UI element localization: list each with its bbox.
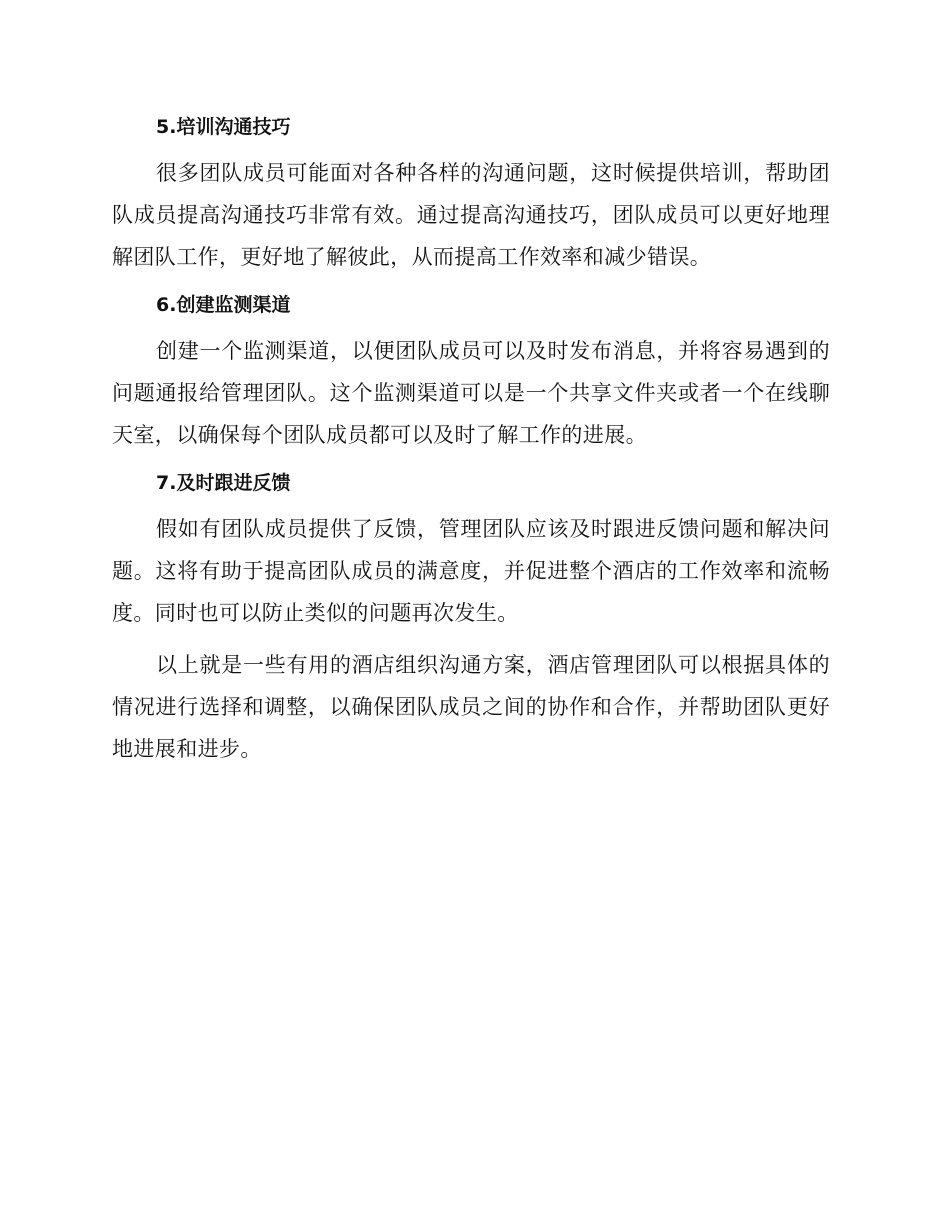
- section-training: [112, 110, 830, 278]
- section-heading: 5.培训沟通技巧: [156, 116, 291, 138]
- document-body: [112, 110, 830, 780]
- section-paragraph: 创建一个监测渠道，以便团队成员可以及时发布消息，并将容易遇到的问题通报给管理团队。这个监测渠道可以是一个共享文件夹或者一个在线聊天室，以确保每个团队成员都可以及时了解工作的进展。: [112, 339, 830, 447]
- section-paragraph: 很多团队成员可能面对各种各样的沟通问题，这时候提供培训，帮助团队成员提高沟通技巧非常有效。通过提高沟通技巧，团队成员可以更好地理解团队工作，更好地了解彼此，从而提高工作效率和减少错误。: [112, 161, 830, 269]
- section-heading: 7.及时跟进反馈: [156, 472, 291, 494]
- section-heading: 6.创建监测渠道: [156, 294, 291, 316]
- conclusion-paragraph: 以上就是一些有用的酒店组织沟通方案，酒店管理团队可以根据具体的情况进行选择和调整，以确保团队成员之间的协作和合作，并帮助团队更好地进展和进步。: [112, 653, 830, 761]
- section-conclusion: [112, 644, 830, 770]
- section-paragraph: 假如有团队成员提供了反馈，管理团队应该及时跟进反馈问题和解决问题。这将有助于提高团队成员的满意度，并促进整个酒店的工作效率和流畅度。同时也可以防止类似的问题再次发生。: [112, 517, 830, 625]
- section-monitoring-channel: [112, 288, 830, 456]
- section-feedback: [112, 466, 830, 634]
